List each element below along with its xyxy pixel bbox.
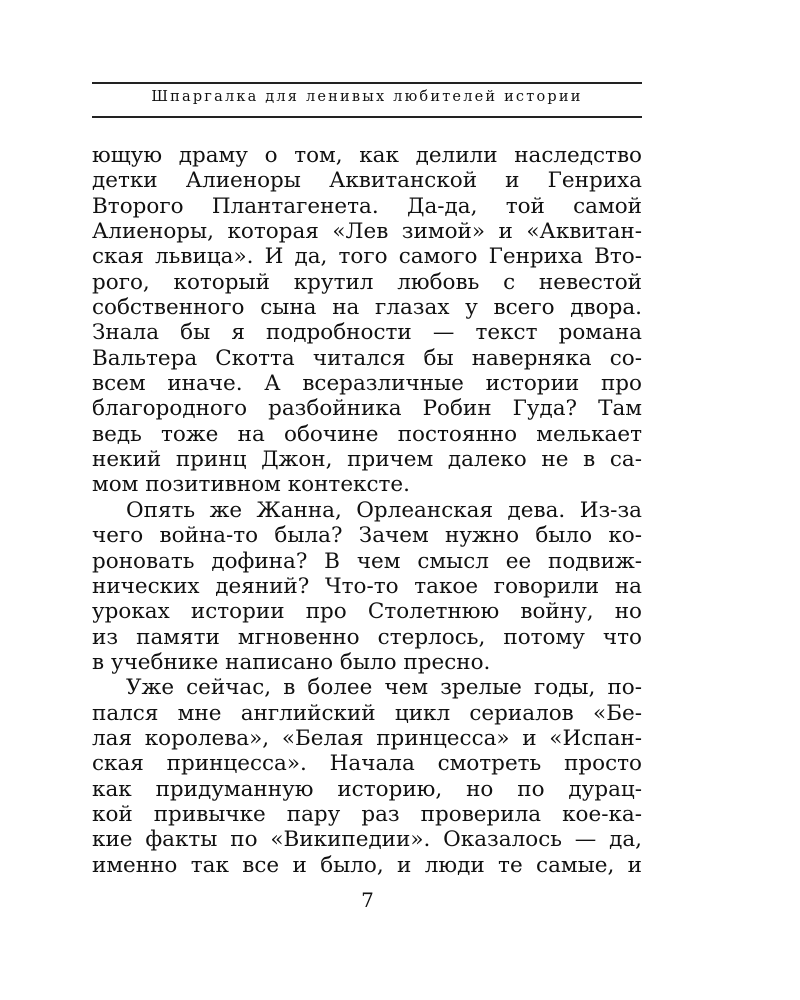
text-line: кой привычке пару раз проверила кое-ка- — [92, 801, 642, 827]
text-line: из памяти мгновенно стерлось, потому что — [92, 624, 642, 650]
text-line: ющую драму о том, как делили наследство — [92, 143, 642, 168]
text-line: ская принцесса». Начала смотреть просто — [92, 751, 642, 777]
text-line: рого, который крутил любовь с невестой — [92, 269, 642, 295]
text-line: кие факты по «Википедии». Оказалось — да, — [92, 827, 642, 853]
text-line: Второго Плантагенета. Да-да, той самой — [92, 193, 642, 219]
text-line: в учебнике написано было пресно. — [92, 649, 491, 675]
running-header — [92, 82, 642, 118]
text-line: благородного разбойника Робин Гуда? Там — [92, 396, 642, 422]
text-line: нических деяний? Что-то такое говорили на — [92, 573, 642, 599]
text-line: Уже сейчас, в более чем зрелые годы, по- — [126, 675, 642, 701]
text-line: уроках истории про Столетнюю войну, но — [92, 599, 642, 625]
text-line: мом позитивном контексте. — [92, 472, 410, 498]
text-line: Алиеноры, которая «Лев зимой» и «Аквитан- — [92, 219, 642, 245]
text-line: детки Алиеноры Аквитанской и Генриха — [92, 168, 642, 194]
text-line: пался мне английский цикл сериалов «Бе- — [92, 700, 642, 726]
text-line: ведь тоже на обочине постоянно мелькает — [92, 421, 642, 447]
text-line: некий принц Джон, причем далеко не в са- — [92, 447, 642, 473]
text-line: именно так все и было, и люди те самые, и — [92, 852, 642, 878]
running-title: Шпаргалка для ленивых любителей истории — [151, 89, 583, 105]
text-line: лая королева», «Белая принцесса» и «Испан- — [92, 725, 642, 751]
text-line: чего война-то была? Зачем нужно было ко- — [92, 523, 642, 549]
page-number: 7 — [361, 888, 374, 912]
text-line: роновать дофина? В чем смысл ее подвиж- — [92, 548, 642, 574]
text-line: ская львица». И да, того самого Генриха Вто- — [92, 244, 642, 270]
body-text — [92, 143, 642, 878]
text-line: Знала бы я подробности — текст романа — [92, 320, 642, 346]
text-line: Опять же Жанна, Орлеанская дева. Из-за — [126, 497, 642, 523]
text-line: всем иначе. А всеразличные истории про — [92, 371, 642, 397]
text-line: собственного сына на глазах у всего двора. — [92, 295, 642, 321]
text-line: как придуманную историю, но по дурац- — [92, 776, 642, 802]
text-line: Вальтера Скотта читался бы наверняка со- — [92, 345, 642, 371]
